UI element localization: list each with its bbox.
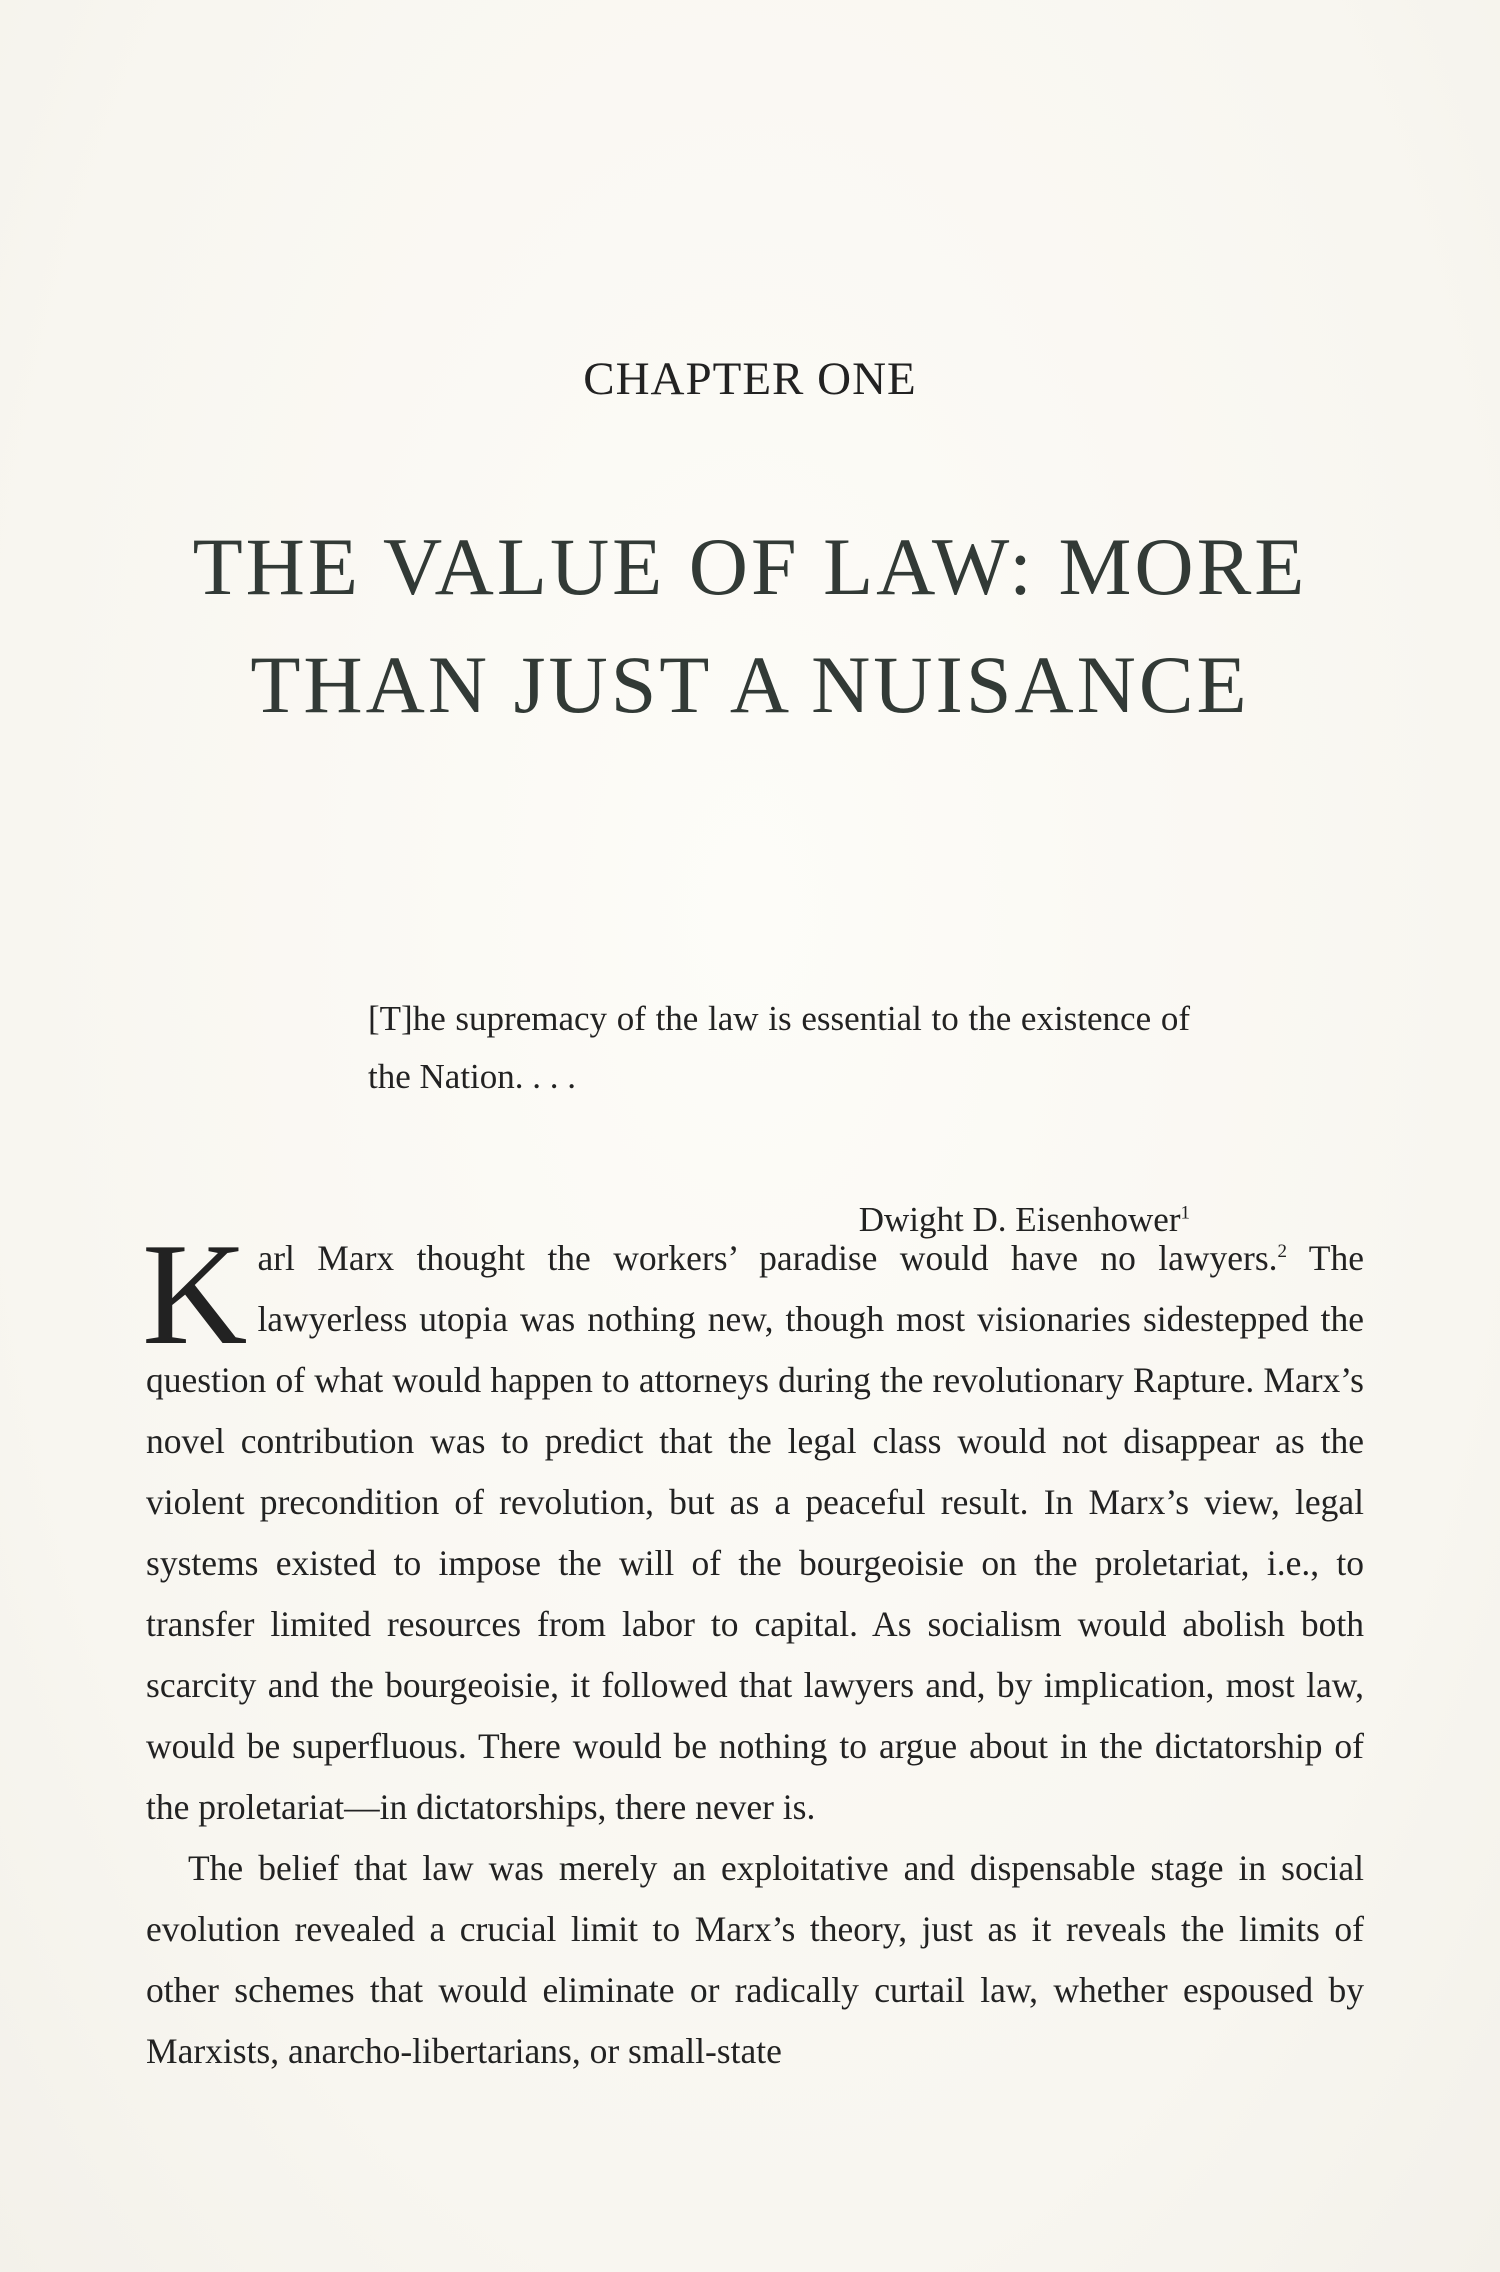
epigraph-author: Dwight D. Eisenhower <box>858 1200 1181 1239</box>
chapter-label: CHAPTER ONE <box>583 353 917 405</box>
chapter-title <box>110 508 1390 744</box>
footnote-marker-2: 2 <box>1277 1241 1288 1263</box>
drop-cap: K <box>142 1213 248 1375</box>
chapter-title-line-2: THAN JUST A NUISANCE <box>250 639 1250 730</box>
chapter-title-line-1: THE VALUE OF LAW: MORE <box>192 521 1308 612</box>
paragraph-1-lead: arl Marx thought the workers’ paradise would have no lawyers. <box>257 1238 1278 1278</box>
epigraph-quote: [T]he supremacy of the law is essential to the existence of the Nation. . . . <box>368 999 1190 1096</box>
paragraph-2: The belief that law was merely an exploitative and dispensable stage in social evolution revealed a crucial limit to Marx’s theory, just as it reveals the limits of other schemes that would eliminate or radically curtail law, whether espoused by Marxists, anarcho-libertarians, or small-state <box>146 1848 1364 2071</box>
paragraph-1-rest: The lawyerless utopia was nothing new, though most visionaries sidestepped the question of what would happen to attorneys during the revolutionary Rapture. Marx’s novel contribution was to predict that the legal class would not disappear as the violent precondition of revolution, but as a peaceful result. In Marx’s view, legal systems existed to impose the will of the bourgeoisie on the proletariat, i.e., to transfer limited resources from labor to capital. As socialism would abolish both scarcity and the bourgeoisie, it followed that lawyers and, by implication, most law, would be superfluous. There would be nothing to argue about in the dictatorship of the proletariat—in dictatorships, there never is. <box>146 1238 1364 1827</box>
footnote-marker-1: 1 <box>1180 1202 1190 1224</box>
